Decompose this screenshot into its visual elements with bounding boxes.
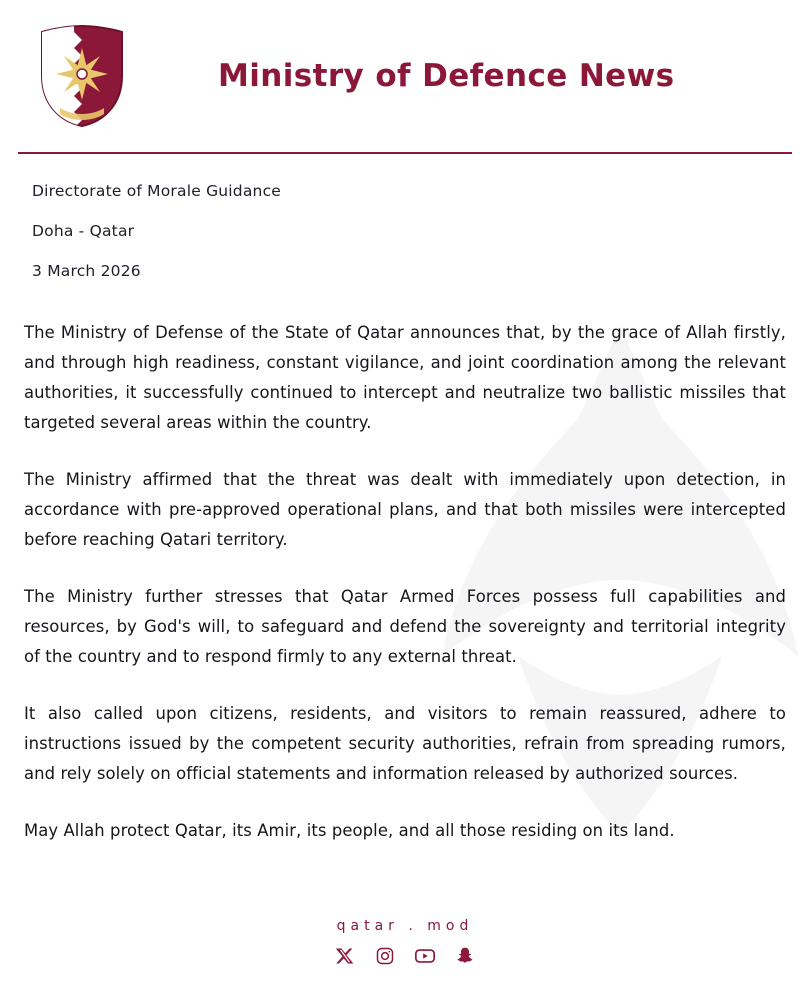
document-footer (0, 918, 810, 968)
snapchat-icon[interactable] (453, 944, 477, 968)
paragraph-1: The Ministry of Defense of the State of Qatar announces that, by the grace of Allah firstly, and through high readiness, constant vigilance, and joint coordination among the relevant authorities, it successfully continued to intercept and neutralize two ballistic missiles that targeted several areas within the country. (24, 322, 786, 432)
paragraph-5: May Allah protect Qatar, its Amir, its people, and all those residing on its land. (24, 820, 675, 840)
paragraph-2: The Ministry affirmed that the threat was dealt with immediately upon detection, in accordance with pre-approved operational plans, and that both missiles were intercepted before reaching Qatari territory. (24, 469, 786, 549)
page-title: Ministry of Defence News (218, 58, 675, 94)
document-body (0, 302, 810, 846)
meta-date: 3 March 2026 (32, 261, 141, 280)
social-handle: qatar . mod (336, 918, 474, 934)
meta-department: Directorate of Morale Guidance (32, 181, 282, 200)
x-twitter-icon[interactable] (333, 944, 357, 968)
instagram-icon[interactable] (373, 944, 397, 968)
youtube-icon[interactable] (413, 944, 437, 968)
document-meta (0, 154, 810, 280)
social-links (0, 944, 810, 968)
paragraph-3: The Ministry further stresses that Qatar Armed Forces possess full capabilities and resources, by God's will, to safeguard and defend the sovereignty and territorial integrity of the country and to respond firmly to any external threat. (24, 586, 786, 666)
paragraph-4: It also called upon citizens, residents, and visitors to remain reassured, adhere to instructions issued by the competent security authorities, refrain from spreading rumors, and rely solely on official statements and information released by authorized sources. (24, 703, 786, 783)
qatar-armed-forces-emblem-icon (30, 24, 134, 128)
meta-location: Doha - Qatar (32, 221, 135, 240)
document-header (0, 0, 810, 130)
